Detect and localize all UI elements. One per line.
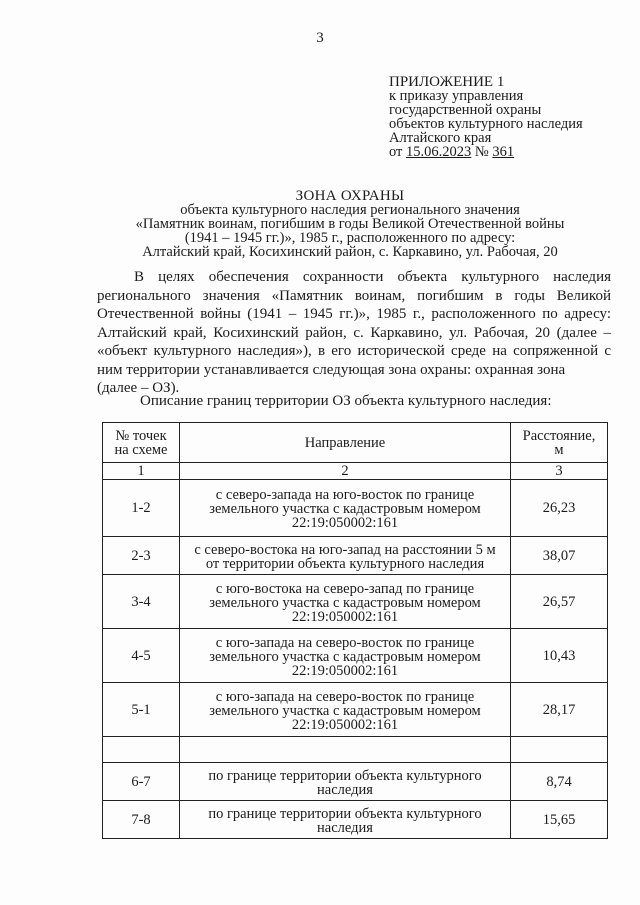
row-points	[103, 737, 180, 763]
zone-subtitle-line: «Памятник воинам, погибшим в годы Великой Отечественной войны	[135, 216, 565, 232]
row-points: 1-2	[103, 480, 180, 537]
order-date: 15.06.2023	[406, 144, 472, 160]
row-direction	[180, 801, 511, 839]
direction-line: земельного участка с кадастровым номером	[209, 648, 481, 665]
cadastral-number: 22:19:050002:161	[291, 716, 399, 733]
zone-title: ЗОНА ОХРАНЫ	[295, 188, 405, 204]
row-distance: 10,43	[511, 629, 608, 683]
header-distance	[511, 423, 608, 463]
table-row	[103, 801, 608, 839]
column-numbers-row	[103, 463, 608, 480]
row-distance: 8,74	[511, 763, 608, 801]
paragraph-text: В целях обеспечения сохранности объекта культурного наследия регионального значения «Памятник воинам, погибшим в годы Великой Отечественной войны (1941 – 1945 гг.)», 1985 г., расположенного по адресу: Алтайский край, Косихинский район, с. Каркавино, ул. Рабочая, 20 (далее – «объект культурного наследия»), в его исторической среде на сопряженной с ним территории устанавливается следующая зона охраны: охранная зона	[97, 269, 611, 378]
row-distance	[511, 737, 608, 763]
appendix-line: объектов культурного наследия	[389, 116, 583, 132]
direction-line: земельного участка с кадастровым номером	[209, 594, 481, 611]
row-direction	[180, 763, 511, 801]
table-description: Описание границ территории ОЗ объекта культурного наследия:	[140, 393, 552, 409]
header-distance-line: Расстояние,	[522, 427, 596, 444]
zone-heading	[80, 189, 620, 259]
date-prefix: от	[389, 144, 407, 160]
header-direction: Направление	[180, 423, 511, 463]
appendix-block	[389, 75, 583, 159]
direction-line: наследия	[317, 819, 373, 836]
row-points: 5-1	[103, 683, 180, 737]
direction-line: с юго-востока на северо-запад по границе	[215, 580, 475, 597]
row-points: 7-8	[103, 801, 180, 839]
row-points: 3-4	[103, 575, 180, 629]
row-distance: 38,07	[511, 537, 608, 575]
direction-line: земельного участка с кадастровым номером	[209, 501, 481, 517]
header-points-line: на схеме	[114, 441, 168, 458]
header-distance-line: м	[554, 441, 564, 458]
column-number: 2	[180, 463, 511, 480]
row-distance: 26,23	[511, 480, 608, 537]
cadastral-number: 22:19:050002:161	[291, 608, 399, 625]
direction-line: с северо-востока на юго-запад на расстоянии 5 м	[194, 541, 496, 558]
direction-line: земельного участка с кадастровым номером	[209, 702, 481, 719]
appendix-date-line	[389, 145, 583, 159]
table-row	[103, 575, 608, 629]
zone-subtitle-line: объекта культурного наследия регионального значения	[180, 202, 520, 218]
column-number: 1	[103, 463, 180, 480]
appendix-line: Алтайского края	[389, 130, 492, 146]
row-distance: 15,65	[511, 801, 608, 839]
cadastral-number: 22:19:050002:161	[291, 515, 399, 531]
row-direction	[180, 537, 511, 575]
row-distance: 26,57	[511, 575, 608, 629]
boundaries-table	[102, 422, 608, 839]
number-sign: №	[471, 144, 493, 160]
body-paragraph	[97, 268, 611, 398]
appendix-line: к приказу управления	[389, 88, 524, 104]
direction-line: с юго-запада на северо-восток по границе	[215, 634, 475, 651]
row-direction	[180, 629, 511, 683]
table-row	[103, 683, 608, 737]
direction-line: по границе территории объекта культурного	[208, 805, 482, 822]
row-distance: 28,17	[511, 683, 608, 737]
table-row	[103, 480, 608, 537]
zone-subtitle-line: (1941 – 1945 гг.)», 1985 г., расположенного по адресу:	[184, 230, 516, 246]
row-direction	[180, 480, 511, 537]
table-row	[103, 537, 608, 575]
direction-line: по границе территории объекта культурного	[208, 767, 482, 784]
row-points: 2-3	[103, 537, 180, 575]
table-row-empty	[103, 737, 608, 763]
header-points	[103, 423, 180, 463]
row-points: 4-5	[103, 629, 180, 683]
direction-line: наследия	[317, 781, 373, 798]
row-direction	[180, 575, 511, 629]
cadastral-number: 22:19:050002:161	[291, 662, 399, 679]
direction-line: от территории объекта культурного наследия	[205, 555, 485, 572]
table-row	[103, 629, 608, 683]
direction-line: с юго-запада на северо-восток по границе	[215, 688, 475, 705]
zone-subtitle-line: Алтайский край, Косихинский район, с. Каркавино, ул. Рабочая, 20	[142, 244, 558, 260]
column-number: 3	[511, 463, 608, 480]
appendix-line: государственной охраны	[389, 102, 542, 118]
table-header-row	[103, 423, 608, 463]
row-direction	[180, 737, 511, 763]
page-number: 3	[316, 30, 324, 46]
order-number: 361	[492, 144, 515, 160]
row-points: 6-7	[103, 763, 180, 801]
paragraph-tail: (далее – ОЗ).	[97, 380, 180, 396]
header-points-line: № точек	[115, 427, 167, 444]
appendix-title: ПРИЛОЖЕНИЕ 1	[389, 74, 505, 90]
direction-line: с северо-запада на юго-восток по границе	[215, 487, 475, 503]
row-direction	[180, 683, 511, 737]
table-row	[103, 763, 608, 801]
